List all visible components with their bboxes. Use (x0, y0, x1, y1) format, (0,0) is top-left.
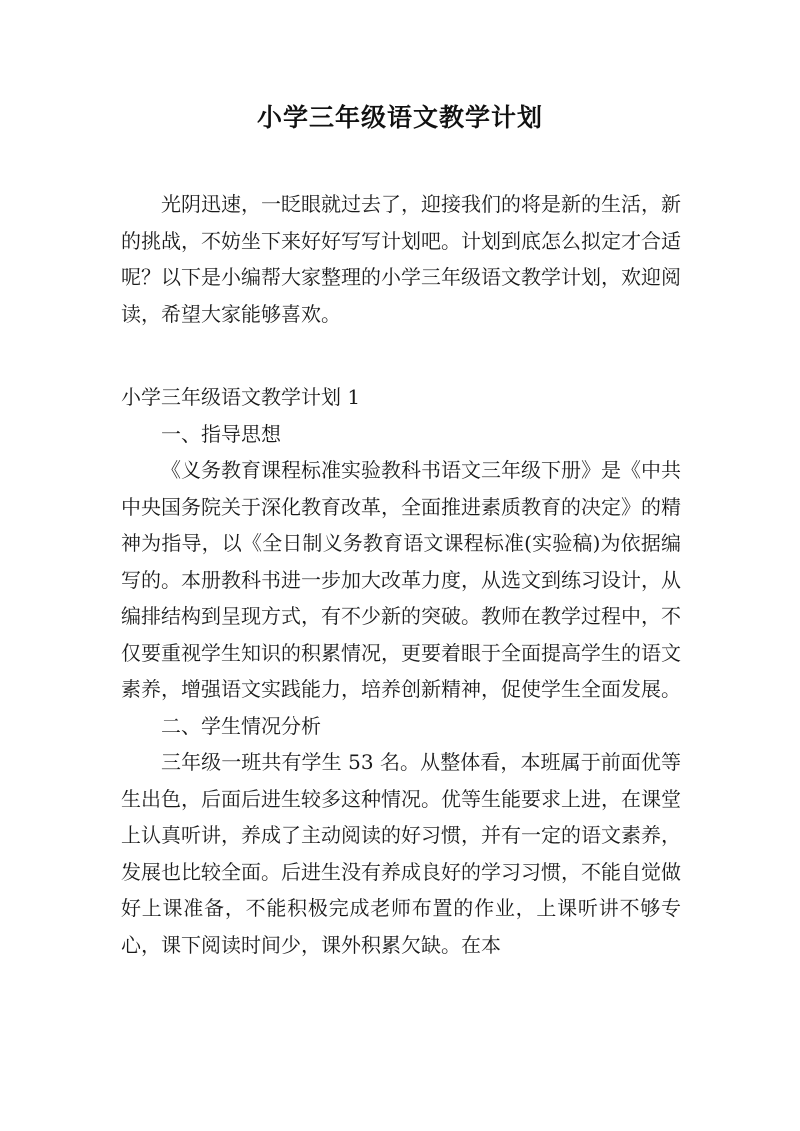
intro-paragraph: 光阴迅速，一眨眼就过去了，迎接我们的将是新的生活，新的挑战，不妨坐下来好好写写计划吧。计划到底怎么拟定才合适呢？以下是小编帮大家整理的小学三年级语文教学计划，欢迎阅读，希望大家能够喜欢。 (121, 192, 681, 326)
paragraph-student-analysis: 三年级一班共有学生 53 名。从整体看，本班属于前面优等生出色，后面后进生较多这种情况。优等生能要求上进，在课堂上认真听讲，养成了主动阅读的好习惯，并有一定的语文素养，发展也比较全面。后进生没有养成良好的学习习惯，不能自觉做好上课准备，不能积极完成老师布置的作业，上课听讲不够专心，课下阅读时间少，课外积累欠缺。在本 (121, 750, 681, 957)
paragraph-guiding-ideology: 《义务教育课程标准实验教科书语文三年级下册》是《中共中央国务院关于深化教育改革，全面推进素质教育的决定》的精神为指导，以《全日制义务教育语文课程标准(实验稿)为依据编写的。本册教科书进一步加大改革力度，从选文到练习设计，从编排结构到呈现方式，有不少新的突破。教师在教学过程中，不仅要重视学生知识的积累情况，更要着眼于全面提高学生的语文素养，增强语文实践能力，培养创新精神，促使学生全面发展。 (121, 458, 681, 701)
body-block (121, 379, 681, 963)
intro-block (121, 186, 681, 332)
heading-guiding-ideology: 一、指导思想 (161, 421, 281, 446)
section-title: 小学三年级语文教学计划 1 (121, 385, 361, 409)
heading-student-analysis: 二、学生情况分析 (161, 713, 321, 738)
document-title: 小学三年级语文教学计划 (256, 103, 543, 132)
